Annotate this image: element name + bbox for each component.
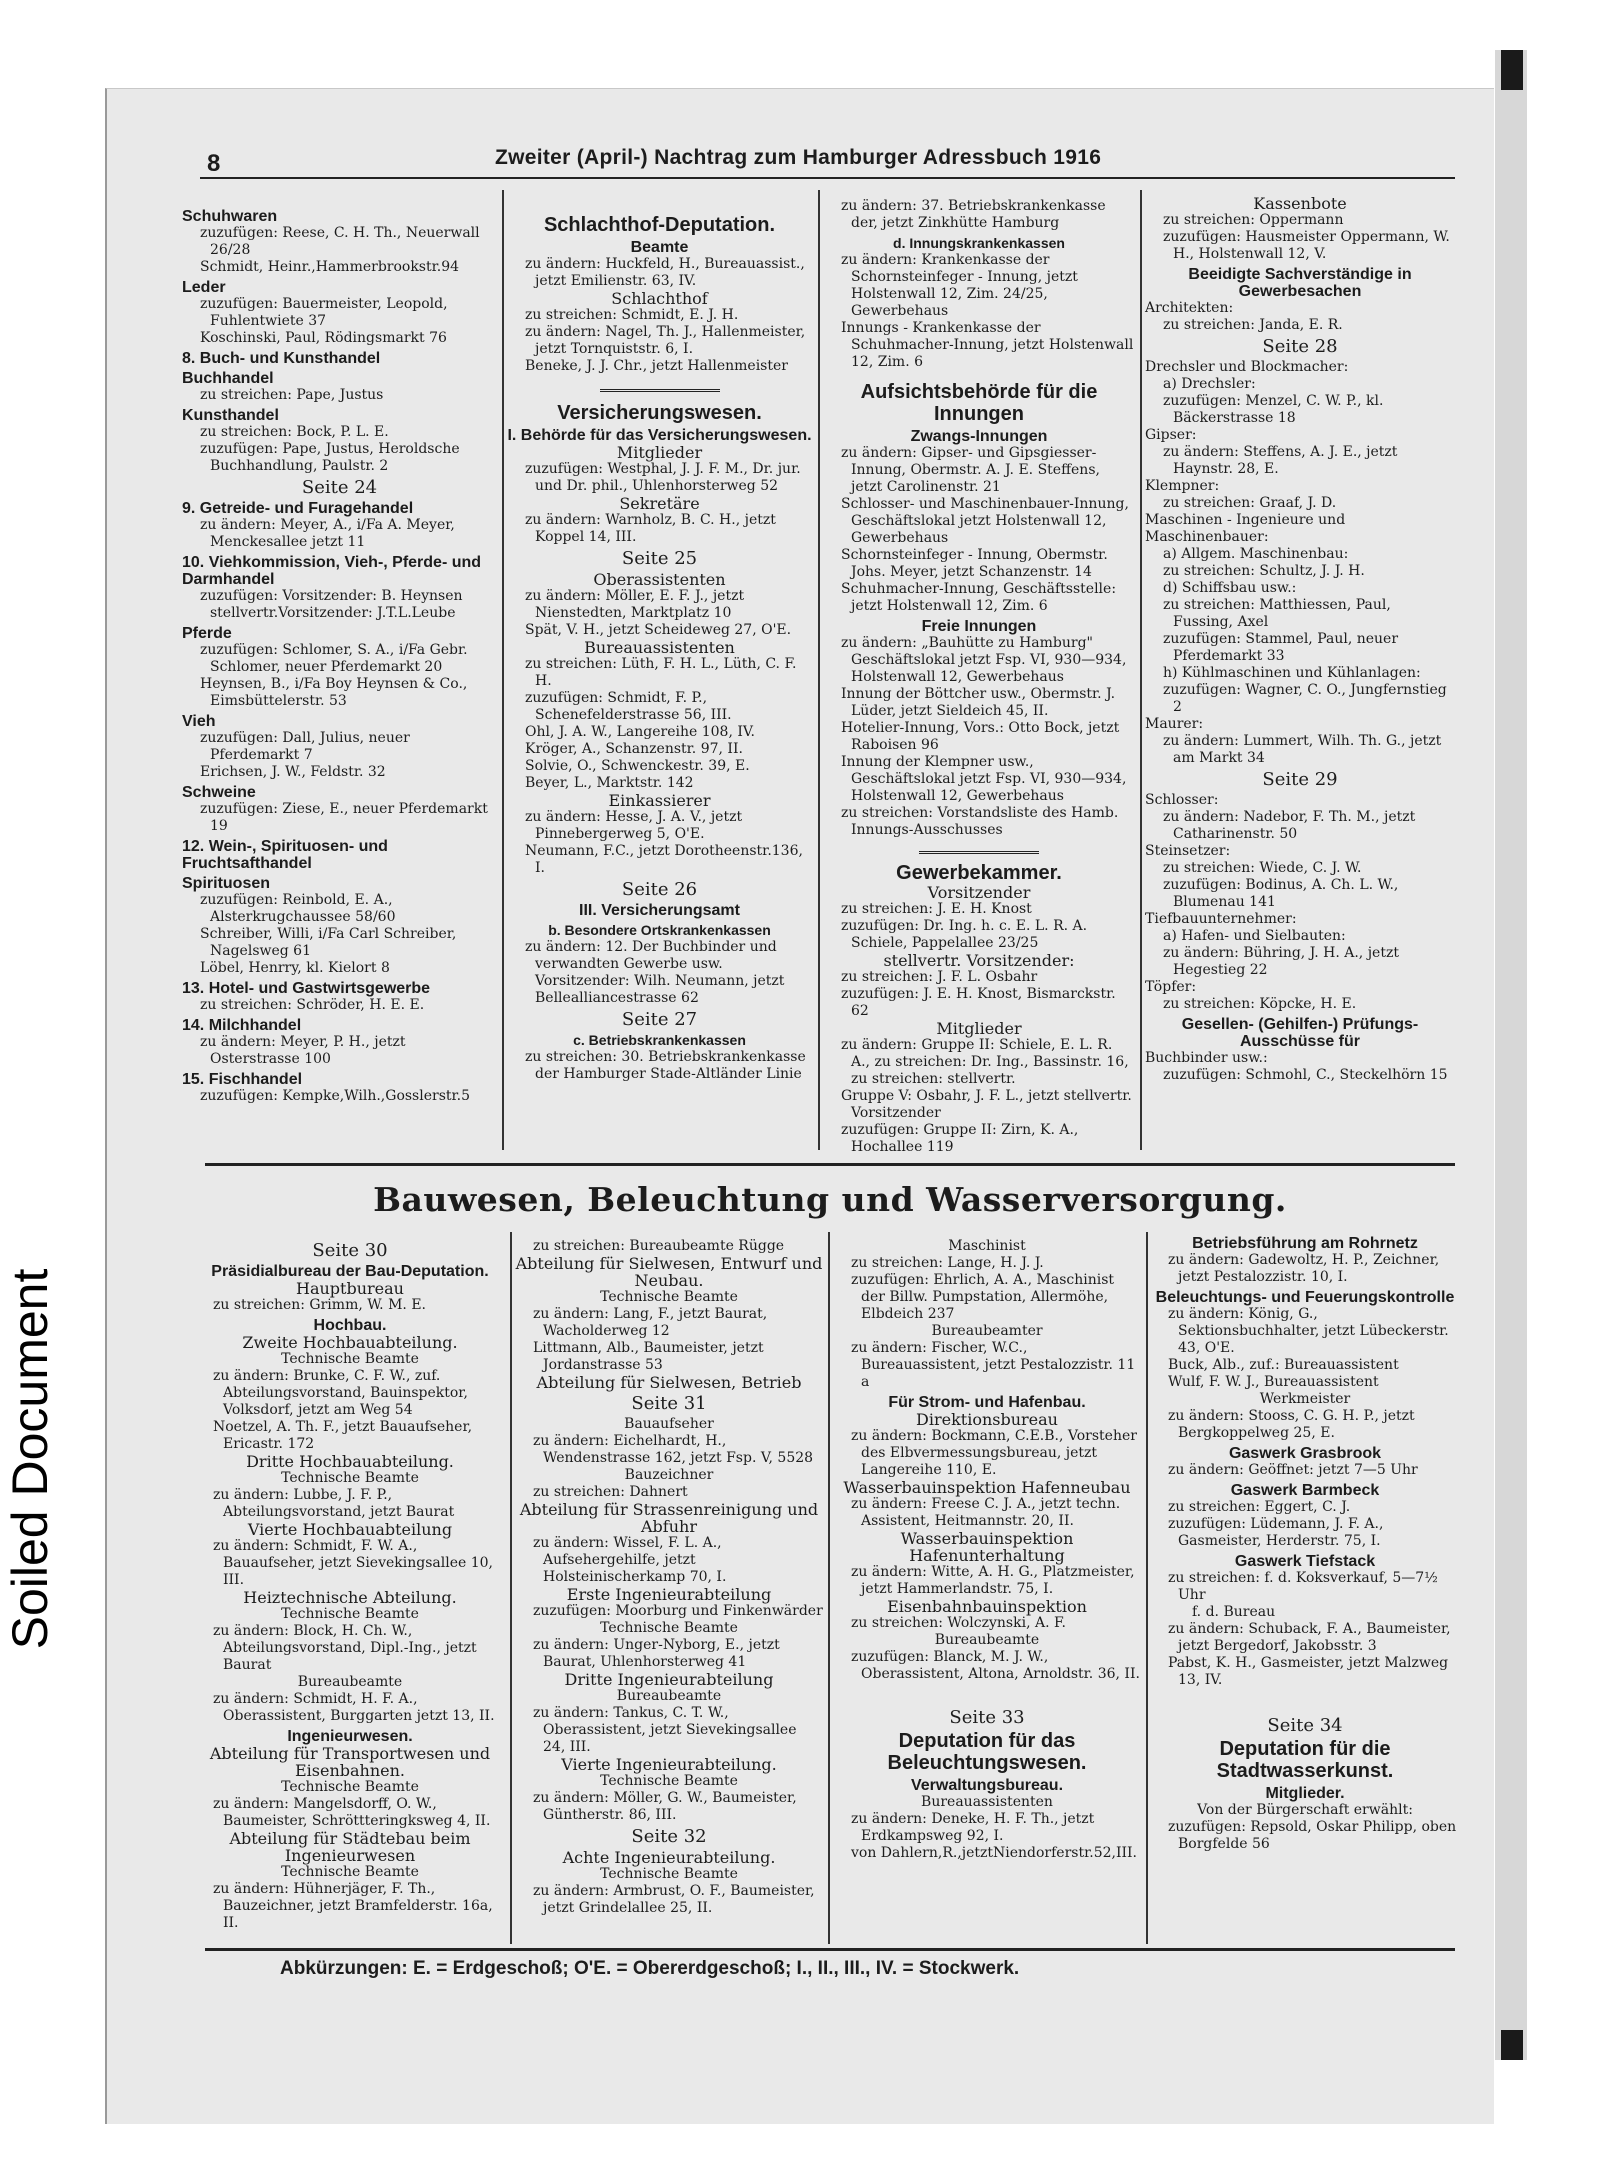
entry: Drechsler und Blockmacher: [1145, 359, 1349, 375]
entry: zu ändern: Hühnerjäger, F. Th., Bauzeichner, jetzt Bramfelderstr. 16a, II. [213, 1881, 493, 1931]
entry: a) Drechsler: [1163, 376, 1256, 392]
subheading: Abteilung für Sielwesen, Entwurf und Neubau. [515, 1254, 823, 1290]
entry: zu ändern: Mangelsdorff, O. W., Baumeister, Schröttteringksweg 4, II. [213, 1796, 491, 1829]
heading: 8. Buch- und Kunsthandel [182, 350, 381, 367]
subheading: Abteilung für Transportwesen und Eisenbahnen. [209, 1744, 491, 1780]
entry: zu ändern: Möller, E. F. J., jetzt Nienstedten, Marktplatz 10 [525, 588, 745, 621]
subheading: Bureaubeamte [934, 1632, 1040, 1648]
entry: zuzufügen: J. E. H. Knost, Bismarckstr. 62 [841, 986, 1116, 1019]
page-ref: Seite 33 [949, 1707, 1025, 1728]
subheading: Bureaubeamte [616, 1688, 722, 1704]
entry: Innung der Klempner usw., Geschäftslokal jetzt Fsp. VI, 930—934, Holstenwall 12, Gewerbehaus [841, 754, 1127, 804]
heading: 10. Viehkommission, Vieh-, Pferde- und Darmhandel [182, 554, 482, 588]
heading: Deputation für das Beleuchtungswesen. [887, 1730, 1087, 1774]
column-5 [195, 1238, 505, 1932]
column-rule [828, 1232, 830, 1944]
page-ref: Seite 31 [631, 1393, 707, 1414]
entry: zu ändern: Meyer, A., i/Fa A. Meyer, Menckesallee jetzt 11 [200, 517, 455, 550]
page-ref: Seite 29 [1262, 769, 1338, 790]
heading: c. Betriebskrankenkassen [573, 1032, 746, 1048]
entry: zu ändern: Gipser- und Gipsgiesser-Innung, Obermstr. A. J. E. Steffens, jetzt Carolinenstr. 21 [841, 445, 1100, 495]
entry: zu ändern: Schmidt, H. F. A., Oberassistent, Burggarten jetzt 13, II. [213, 1691, 495, 1724]
entry: h) Kühlmaschinen und Kühlanlagen: [1163, 665, 1421, 681]
entry: zu ändern: Brunke, C. F. W., zuf. Abteilungsvorstand, Bauinspektor, Volksdorf, jetzt am Weg 54 [213, 1368, 468, 1418]
divider [600, 389, 720, 392]
page-ref: Seite 24 [301, 477, 378, 498]
heading: 13. Hotel- und Gastwirtsgewerbe [182, 980, 431, 997]
footer-rule [205, 1948, 1455, 1951]
page-ref: Seite 25 [621, 548, 698, 569]
heading: Versicherungswesen. [557, 402, 762, 424]
page-edge-strip [1495, 50, 1527, 2060]
entry: zu streichen: Eggert, C. J. [1168, 1499, 1351, 1515]
heading: Schweine [182, 784, 256, 801]
heading: Für Strom- und Hafenbau. [888, 1394, 1086, 1411]
subheading: Bauaufseher [624, 1416, 714, 1432]
entry: Buck, Alb., zuf.: Bureauassistent [1168, 1357, 1399, 1373]
heading: d. Innungskrankenkassen [893, 235, 1065, 251]
heading: Aufsichtsbehörde für die Innungen [860, 381, 1098, 425]
subheading: Technische Beamte [600, 1866, 738, 1882]
heading: Beamte [630, 239, 689, 256]
page-number: 8 [207, 150, 221, 177]
heading: Gaswerk Barmbeck [1230, 1482, 1380, 1499]
soiled-document-label: Soiled Document [2, 1268, 58, 1650]
entry: zu ändern: Witte, A. H. G., Platzmeister, jetzt Hammerlandstr. 75, I. [851, 1564, 1135, 1597]
page-ref: Seite 32 [631, 1826, 707, 1847]
entry: zu ändern: Steffens, A. J. E., jetzt Haynstr. 28, E. [1163, 444, 1398, 477]
subheading: Werkmeister [1259, 1391, 1351, 1407]
subheading: Abteilung für Sielwesen, Betrieb [536, 1373, 802, 1392]
subheading: Oberassistenten [593, 570, 726, 589]
entry: zuzufügen: Menzel, C. W. P., kl. Bäckerstrasse 18 [1163, 393, 1384, 426]
entry: zu streichen: Wolczynski, A. F. [851, 1615, 1066, 1631]
subheading: Von der Bürgerschaft erwählt: [1197, 1802, 1413, 1818]
entry: zu streichen: Schmidt, E. J. H. [525, 307, 739, 323]
subheading: Wasserbauinspektion Hafenunterhaltung [900, 1529, 1074, 1565]
header-rule [200, 177, 1455, 179]
heading: Hochbau. [313, 1317, 387, 1334]
entry: zu ändern: Stooss, C. G. H. P., jetzt Bergkoppelweg 25, E. [1168, 1408, 1415, 1441]
entry: a) Hafen- und Sielbauten: [1163, 928, 1346, 944]
entry: zuzufügen: Moorburg und Finkenwärder [533, 1603, 823, 1619]
subheading: Technische Beamte [281, 1470, 419, 1486]
heading: Gesellen- (Gehilfen-) Prüfungs-Ausschüsse für [1181, 1016, 1419, 1050]
subheading: Vierte Ingenieurabteilung. [561, 1755, 777, 1774]
subheading: Zweite Hochbauabteilung. [242, 1333, 458, 1352]
entry: Hotelier-Innung, Vors.: Otto Bock, jetzt Raboisen 96 [841, 720, 1120, 753]
entry: Schreiber, Willi, i/Fa Carl Schreiber, Nagelsweg 61 [200, 926, 457, 959]
entry: zu streichen: Lüth, F. H. L., Lüth, C. F. H. [525, 656, 797, 689]
entry: Maurer: [1145, 716, 1204, 732]
entry: zu ändern: Gruppe II: Schiele, E. L. R. A., zu streichen: Dr. Ing., Bassinstr. 16, zu streichen: stellvertr. [841, 1037, 1129, 1087]
entry: Maschinen - Ingenieure und Maschinenbauer: [1145, 512, 1346, 545]
entry: zu streichen: Grimm, W. M. E. [213, 1297, 426, 1313]
entry: Beneke, J. J. Chr., jetzt Hallenmeister [525, 358, 788, 374]
entry: zu ändern: Huckfeld, H., Bureauassist., jetzt Emilienstr. 63, IV. [525, 256, 805, 289]
entry: Gruppe V: Osbahr, J. F. L., jetzt stellvertr. Vorsitzender [841, 1088, 1132, 1121]
entry: zu streichen: Matthiessen, Paul, Fussing, Axel [1163, 597, 1391, 630]
heading: Zwangs-Innungen [910, 428, 1048, 445]
entry: Erichsen, J. W., Feldstr. 32 [200, 764, 386, 780]
entry: zuzufügen: Wagner, C. O., Jungfernstieg 2 [1163, 682, 1447, 715]
subheading: Mitglieder [616, 443, 703, 462]
column-rule [1140, 190, 1142, 1150]
heading: Gaswerk Tiefstack [1234, 1553, 1376, 1570]
subheading: Bureaubeamter [931, 1323, 1043, 1339]
column-4 [1145, 195, 1455, 1084]
entry: zu ändern: Freese C. J. A., jetzt techn. Assistent, Heitmannstr. 20, II. [851, 1496, 1121, 1529]
entry: zuzufügen: Stammel, Paul, neuer Pferdemarkt 33 [1163, 631, 1399, 664]
entry: von Dahlern,R.,jetztNiendorferstr.52,III. [851, 1845, 1138, 1861]
entry: zu ändern: Lubbe, J. F. P., Abteilungsvorstand, jetzt Baurat [213, 1487, 455, 1520]
heading: Schuhwaren [182, 208, 278, 225]
subheading: Bureaubeamte [297, 1674, 403, 1690]
entry: zuzufügen: Hausmeister Oppermann, W. H., Holstenwall 12, V. [1163, 229, 1450, 262]
entry: zu ändern: Gadewoltz, H. P., Zeichner, jetzt Pestalozzistr. 10, I. [1168, 1252, 1440, 1285]
entry: Kröger, A., Schanzenstr. 97, II. [525, 741, 743, 757]
heading: Pferde [182, 625, 232, 642]
entry: zuzufügen: Dall, Julius, neuer Pferdemarkt 7 [200, 730, 410, 763]
entry: Töpfer: [1145, 979, 1197, 995]
entry: zuzufügen: Kempke,Wilh.,Gosslerstr.5 [200, 1088, 471, 1104]
subheading: Maschinist [948, 1238, 1026, 1254]
entry: zuzufügen: Gruppe II: Zirn, K. A., Hochallee 119 [841, 1122, 1079, 1155]
heading: Gaswerk Grasbrook [1228, 1445, 1382, 1462]
entry: Schuhmacher-Innung, Geschäftsstelle: jetzt Holstenwall 12, Zim. 6 [841, 581, 1117, 614]
column-7 [833, 1238, 1141, 1862]
heading: Leder [182, 279, 226, 296]
entry: zu streichen: Bureaubeamte Rügge [533, 1238, 785, 1254]
entry: zuzufügen: Bodinus, A. Ch. L. W., Blumenau 141 [1163, 877, 1399, 910]
column-1 [182, 205, 497, 1105]
entry: zu ändern: Schmidt, F. W. A., Bauaufseher, jetzt Sievekingsallee 10, III. [213, 1538, 493, 1588]
entry: Architekten: [1145, 300, 1234, 316]
page-ref: Seite 34 [1267, 1715, 1343, 1736]
entry: Littmann, Alb., Baumeister, jetzt Jordanstrasse 53 [533, 1340, 764, 1373]
entry: zuzufügen: Lüdemann, J. F. A., Gasmeister, Herderstr. 75, I. [1168, 1516, 1384, 1549]
entry: Gipser: [1145, 427, 1197, 443]
column-6 [515, 1238, 823, 1917]
heading: 12. Wein-, Spirituosen- und Fruchtsafthandel [182, 838, 388, 872]
column-rule [1146, 1232, 1148, 1944]
entry: zu ändern: Armbrust, O. F., Baumeister, jetzt Grindelallee 25, II. [533, 1883, 815, 1916]
entry: zu streichen: Graaf, J. D. [1163, 495, 1337, 511]
entry: zu ändern: Fischer, W.C., Bureauassistent, jetzt Pestalozzistr. 11 a [851, 1340, 1136, 1390]
heading: Präsidialbureau der Bau-Deputation. [211, 1263, 489, 1280]
entry: Schornsteinfeger - Innung, Obermstr. Johs. Meyer, jetzt Schanzenstr. 14 [841, 547, 1108, 580]
column-3 [823, 198, 1135, 1156]
entry: Ohl, J. A. W., Langereihe 108, IV. [525, 724, 755, 740]
entry: zu ändern: Tankus, C. T. W., Oberassistent, jetzt Sievekingsallee 24, III. [533, 1705, 797, 1755]
subheading: Bauzeichner [624, 1467, 714, 1483]
subheading: Vierte Hochbauabteilung [247, 1520, 453, 1539]
entry: zuzufügen: Schlomer, S. A., i/Fa Gebr. Schlomer, neuer Pferdemarkt 20 [200, 642, 468, 675]
entry: zuzufügen: Schmidt, F. P., Schenefelderstrasse 56, III. [525, 690, 732, 723]
entry: zuzufügen: Repsold, Oskar Philipp, oben Borgfelde 56 [1168, 1819, 1457, 1852]
entry: zuzufügen: Dr. Ing. h. c. E. L. R. A. Schiele, Pappelallee 23/25 [841, 918, 1088, 951]
heading: 9. Getreide- und Furagehandel [182, 500, 414, 517]
subheading: Einkassierer [608, 791, 711, 810]
subheading: Mitglieder [936, 1019, 1022, 1038]
entry: Solvie, O., Schwenckestr. 39, E. [525, 758, 750, 774]
subheading: Abteilung für Strassenreinigung und Abfuhr [519, 1500, 819, 1536]
edge-block [1501, 50, 1523, 90]
entry: zu streichen: J. F. L. Osbahr [841, 969, 1038, 985]
page-header: Zweiter (April-) Nachtrag zum Hamburger Adressbuch 1916 [495, 146, 1102, 169]
column-2 [507, 210, 812, 1083]
subheading: Technische Beamte [281, 1606, 419, 1622]
entry: zuzufügen: Schmohl, C., Steckelhörn 15 [1163, 1067, 1448, 1083]
column-rule [510, 1232, 512, 1944]
subheading: Dritte Hochbauabteilung. [246, 1452, 454, 1471]
entry: zu streichen: Janda, E. R. [1163, 317, 1343, 333]
heading: Verwaltungsbureau. [910, 1777, 1064, 1794]
subheading: Technische Beamte [600, 1773, 738, 1789]
subheading: Wasserbauinspektion Hafenneubau [843, 1478, 1131, 1497]
entry: zu ändern: Hesse, J. A. V., jetzt Pinnebergerweg 5, O'E. [525, 809, 743, 842]
entry: d) Schiffsbau usw.: [1163, 580, 1297, 596]
entry: Wulf, F. W. J., Bureauassistent [1168, 1374, 1379, 1390]
heading: Freie Innungen [921, 618, 1037, 635]
entry: zuzufügen: Ziese, E., neuer Pferdemarkt 19 [200, 801, 488, 834]
heading: 14. Milchhandel [182, 1017, 302, 1034]
heading: Betriebsführung am Rohrnetz [1192, 1235, 1418, 1252]
entry: Pabst, K. H., Gasmeister, jetzt Malzweg 13, IV. [1168, 1655, 1449, 1688]
entry: zu ändern: 37. Betriebskrankenkasse der, jetzt Zinkhütte Hamburg [841, 198, 1106, 231]
entry: zuzufügen: Pape, Justus, Heroldsche Buchhandlung, Paulstr. 2 [200, 441, 460, 474]
subheading: Abteilung für Städtebau beim Ingenieurwesen [229, 1829, 471, 1865]
entry: zu ändern: Unger-Nyborg, E., jetzt Baurat, Uhlenhorsterweg 41 [533, 1637, 780, 1670]
entry: zuzufügen: Bauermeister, Leopold, Fuhlentwiete 37 [200, 296, 448, 329]
entry: Schlosser: [1145, 792, 1219, 808]
entry: Innung der Böttcher usw., Obermstr. J. Lüder, jetzt Sieldeich 45, II. [841, 686, 1116, 719]
entry: zu ändern: Meyer, P. H., jetzt Osterstrasse 100 [200, 1034, 406, 1067]
entry: Buchbinder usw.: [1145, 1050, 1268, 1066]
subheading: Achte Ingenieurabteilung. [562, 1848, 776, 1867]
entry: zu streichen: Bock, P. L. E. [200, 424, 389, 440]
heading: Gewerbekammer. [896, 862, 1062, 884]
entry: zu streichen: Lange, H. J. J. [851, 1255, 1044, 1271]
entry: zu streichen: Vorstandsliste des Hamb. Innungs-Ausschusses [841, 805, 1119, 838]
entry: Neumann, F.C., jetzt Dorotheenstr.136, I. [525, 843, 803, 876]
entry: Schlosser- und Maschinenbauer-Innung, Geschäftslokal jetzt Holstenwall 12, Gewerbehaus [841, 496, 1129, 546]
heading: I. Behörde für das Versicherungswesen. [507, 427, 812, 444]
subheading: Erste Ingenieurabteilung [566, 1585, 772, 1604]
entry: zuzufügen: Ehrlich, A. A., Maschinist der Billw. Pumpstation, Allermöhe, Elbdeich 237 [851, 1272, 1115, 1322]
entry: Koschinski, Paul, Rödingsmarkt 76 [200, 330, 447, 346]
subheading: Vorsitzender [927, 883, 1031, 902]
heading: Buchhandel [182, 370, 274, 387]
entry: zu ändern: „Bauhütte zu Hamburg" Geschäftslokal jetzt Fsp. VI, 930—934, Holstenwall 12, Gewerbehaus [841, 635, 1127, 685]
entry: zu ändern: 12. Der Buchbinder und verwandten Gewerbe usw. Vorsitzender: Wilh. Neumann, jetzt Bellealliancestrasse 62 [525, 939, 785, 1006]
entry: zu streichen: Schröder, H. E. E. [200, 997, 425, 1013]
subheading: Hauptbureau [296, 1279, 404, 1298]
entry: Spät, V. H., jetzt Scheideweg 27, O'E. [525, 622, 792, 638]
entry: zu ändern: Nadebor, F. Th. M., jetzt Catharinenstr. 50 [1163, 809, 1416, 842]
heading: Beeidigte Sachverständige in Gewerbesachen [1188, 266, 1412, 300]
page-ref: Seite 28 [1262, 336, 1338, 357]
subheading: Technische Beamte [600, 1620, 738, 1636]
subheading: Technische Beamte [281, 1351, 419, 1367]
section-rule [205, 1163, 1455, 1166]
column-rule [502, 190, 504, 1150]
subheading: Technische Beamte [600, 1289, 738, 1305]
entry: zu streichen: Wiede, C. J. W. [1163, 860, 1362, 876]
entry: zu streichen: Oppermann [1163, 212, 1344, 228]
subheading: Schlachthof [611, 289, 708, 308]
entry: zu ändern: König, G., Sektionsbuchhalter, jetzt Lübeckerstr. 43, O'E. [1168, 1306, 1449, 1356]
entry: zuzufügen: Blanck, M. J. W., Oberassistent, Altona, Arnoldstr. 36, II. [851, 1649, 1140, 1682]
edge-block [1501, 2030, 1523, 2060]
subheading: Dritte Ingenieurabteilung [564, 1670, 774, 1689]
heading: b. Besondere Ortskrankenkassen [548, 922, 771, 938]
entry: zu streichen: Schultz, J. J. H. [1163, 563, 1365, 579]
entry: zu ändern: Geöffnet: jetzt 7—5 Uhr [1168, 1462, 1418, 1478]
entry: Schmidt, Heinr.,Hammerbrookstr.94 [200, 259, 460, 275]
column-8 [1150, 1232, 1460, 1853]
entry: Beyer, L., Marktstr. 142 [525, 775, 694, 791]
entry: Tiefbauunternehmer: [1145, 911, 1297, 927]
entry: zu ändern: Nagel, Th. J., Hallenmeister, jetzt Tornquiststr. 6, I. [525, 324, 806, 357]
heading: Ingenieurwesen. [287, 1728, 413, 1745]
page-ref: Seite 27 [621, 1009, 698, 1030]
page-ref: Seite 26 [621, 879, 698, 900]
entry: zu ändern: Block, H. Ch. W., Abteilungsvorstand, Dipl.-Ing., jetzt Baurat [213, 1623, 477, 1673]
page-ref: Seite 30 [312, 1240, 388, 1261]
heading: Schlachthof-Deputation. [543, 214, 776, 236]
heading: III. Versicherungsamt [579, 902, 740, 919]
divider [919, 851, 1039, 854]
entry: zuzufügen: Reinbold, E. A., Alsterkrugchaussee 58/60 [200, 892, 396, 925]
subheading: Technische Beamte [281, 1864, 419, 1880]
entry: zu ändern: Möller, G. W., Baumeister, Güntherstr. 86, III. [533, 1790, 797, 1823]
entry: zu streichen: 30. Betriebskrankenkasse der Hamburger Stade-Altländer Linie [525, 1049, 806, 1082]
column-rule [818, 190, 820, 1150]
entry: Klempner: [1145, 478, 1220, 494]
entry: zu streichen: J. E. H. Knost [841, 901, 1032, 917]
entry: f. d. Bureau [1192, 1604, 1276, 1620]
entry: Steinsetzer: [1145, 843, 1231, 859]
subheading: Bureauassistenten [584, 638, 735, 657]
entry: zu streichen: Köpcke, H. E. [1163, 996, 1357, 1012]
entry: zu ändern: Bühring, J. H. A., jetzt Hegestieg 22 [1163, 945, 1399, 978]
heading: Beleuchtungs- und Feuerungskontrolle [1155, 1289, 1455, 1306]
entry: zu streichen: Dahnert [533, 1484, 688, 1500]
entry: zu ändern: Bockmann, C.E.B., Vorsteher des Elbvermessungsbureau, jetzt Langereihe 110, E. [851, 1428, 1137, 1478]
entry: zu ändern: Wissel, F. L. A., Aufsehergehilfe, jetzt Holsteinischerkamp 70, I. [533, 1535, 727, 1585]
entry: zuzufügen: Westphal, J. J. F. M., Dr. jur. und Dr. phil., Uhlenhorsterweg 52 [525, 461, 801, 494]
entry: zuzufügen: Vorsitzender: B. Heynsen stellvertr.Vorsitzender: J.T.L.Leube [200, 588, 463, 621]
entry: Löbel, Henrry, kl. Kielort 8 [200, 960, 390, 976]
heading: 15. Fischhandel [182, 1071, 303, 1088]
section-title: Bauwesen, Beleuchtung und Wasserversorgung. [373, 1180, 1287, 1219]
subheading: Technische Beamte [281, 1779, 419, 1795]
entry: zu ändern: Deneke, H. F. Th., jetzt Erdkampsweg 92, I. [851, 1811, 1095, 1844]
subheading: Direktionsbureau [916, 1410, 1058, 1429]
entry: Heynsen, B., i/Fa Boy Heynsen & Co., Eimsbüttelerstr. 53 [200, 676, 468, 709]
entry: zu ändern: Schuback, F. A., Baumeister, jetzt Bergedorf, Jakobsstr. 3 [1168, 1621, 1451, 1654]
subheading: stellvertr. Vorsitzender: [883, 951, 1075, 970]
heading: Mitglieder. [1265, 1785, 1345, 1802]
heading: Spirituosen [182, 875, 271, 892]
subheading: Bureauassistenten [921, 1794, 1053, 1810]
entry: zu streichen: f. d. Koksverkauf, 5—7½ Uhr [1168, 1570, 1438, 1603]
entry: zu ändern: Warnholz, B. C. H., jetzt Koppel 14, III. [525, 512, 776, 545]
subheading: Kassenbote [1253, 194, 1347, 213]
entry: Noetzel, A. Th. F., jetzt Bauaufseher, Ericastr. 172 [213, 1419, 473, 1452]
subheading: Sekretäre [619, 494, 700, 513]
entry: zu ändern: Lummert, Wilh. Th. G., jetzt am Markt 34 [1163, 733, 1442, 766]
heading: Vieh [182, 713, 216, 730]
entry: zu ändern: Eichelhardt, H., Wendenstrasse 162, jetzt Fsp. V, 5528 [533, 1433, 814, 1466]
heading: Kunsthandel [182, 407, 279, 424]
subheading: Heiztechnische Abteilung. [243, 1588, 457, 1607]
abbreviations-footer: Abkürzungen: E. = Erdgeschoß; O'E. = Obererdgeschoß; I., II., III., IV. = Stockwerk. [280, 1958, 1020, 1979]
entry: zu ändern: Lang, F., jetzt Baurat, Wacholderweg 12 [533, 1306, 768, 1339]
entry: zu ändern: Krankenkasse der Schornsteinfeger - Innung, jetzt Holstenwall 12, Zim. 24/25, Gewerbehaus [841, 252, 1078, 319]
entry: Innungs - Krankenkasse der Schuhmacher-Innung, jetzt Holstenwall 12, Zim. 6 [841, 320, 1134, 370]
entry: zu streichen: Pape, Justus [200, 387, 384, 403]
heading: Deputation für die Stadtwasserkunst. [1216, 1738, 1394, 1782]
entry: zuzufügen: Reese, C. H. Th., Neuerwall 26/28 [200, 225, 480, 258]
entry: a) Allgem. Maschinenbau: [1163, 546, 1349, 562]
subheading: Eisenbahnbauinspektion [887, 1597, 1087, 1616]
